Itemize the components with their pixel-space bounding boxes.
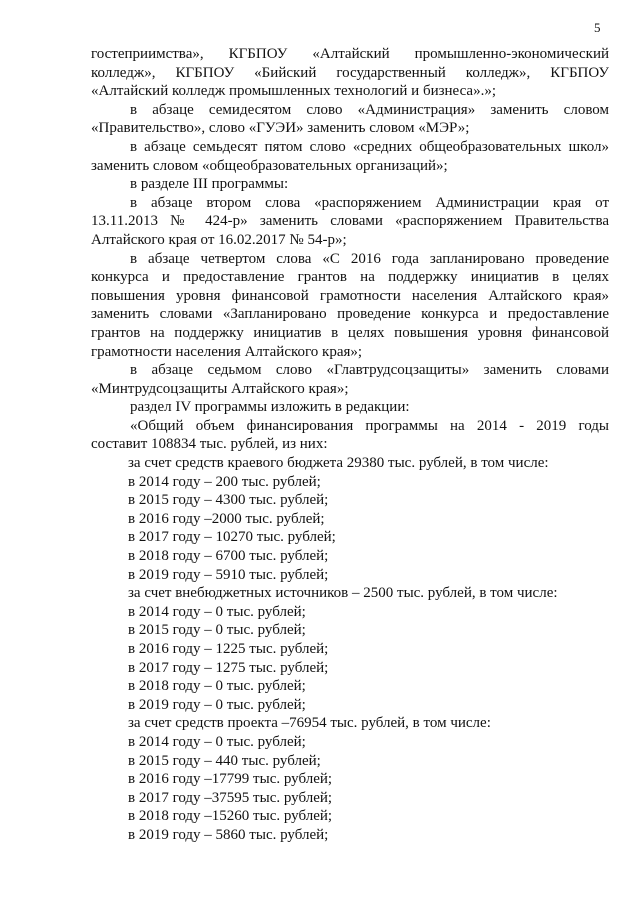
document-line: заменить словами «Запланировано проведение конкурса и предоставление [91, 306, 609, 323]
document-line: за счет внебюджетных источников – 2500 тыс. рублей, в том числе: [128, 585, 558, 602]
document-body [91, 45, 609, 845]
document-line: за счет средств проекта –76954 тыс. рублей, в том числе: [128, 715, 491, 732]
document-line: в 2019 году – 5860 тыс. рублей; [128, 826, 329, 843]
document-line: в абзаце четвертом слова «С 2016 года запланировано проведение [130, 250, 609, 267]
document-line: колледж», КГБПОУ «Бийский государственный колледж», КГБПОУ [91, 64, 609, 81]
document-line: в абзаце седьмом слово «Главтрудсоцзащиты» заменить словами [130, 362, 609, 379]
document-line: конкурса и предоставление грантов на поддержку инициатив в целях [91, 269, 609, 286]
document-line: в 2014 году – 200 тыс. рублей; [128, 473, 321, 490]
document-line: в 2016 году –2000 тыс. рублей; [128, 510, 325, 527]
document-line: в 2018 году –15260 тыс. рублей; [128, 808, 333, 825]
document-line: раздел IV программы изложить в редакции: [130, 399, 410, 416]
document-line: в 2015 году – 4300 тыс. рублей; [128, 492, 329, 509]
document-line: в 2017 году – 1275 тыс. рублей; [128, 659, 329, 676]
document-line: «Минтрудсоцзащиты Алтайского края»; [91, 380, 349, 397]
document-line: в 2016 году –17799 тыс. рублей; [128, 771, 333, 788]
document-line: в 2016 году – 1225 тыс. рублей; [128, 641, 329, 657]
document-line: за счет средств краевого бюджета 29380 тыс. рублей, в том числе: [128, 455, 549, 472]
document-line: в 2017 году – 10270 тыс. рублей; [128, 529, 336, 546]
document-line: в разделе III программы: [130, 176, 289, 193]
document-line: заменить словом «общеобразовательных организаций»; [91, 157, 448, 174]
document-line: в абзаце семидесятом слово «Администрация» заменить словом [130, 101, 609, 118]
document-line: грантов на поддержку инициатив в целях повышения уровня финансовой [91, 324, 609, 341]
page-number: 5 [594, 20, 601, 35]
document-line: «Правительство», слово «ГУЭИ» заменить словом «МЭР»; [91, 120, 470, 137]
document-line: в 2018 году – 6700 тыс. рублей; [128, 548, 329, 565]
document-line: составит 108834 тыс. рублей, из них: [91, 436, 328, 453]
document-line: повышения уровня финансовой грамотности населения Алтайского края» [91, 287, 609, 304]
document-line: в 2014 году – 0 тыс. рублей; [128, 603, 306, 620]
document-line: в 2019 году – 5910 тыс. рублей; [128, 566, 329, 583]
document-line: «Общий объем финансирования программы на 2014 - 2019 годы [130, 417, 609, 434]
document-line: в 2018 году – 0 тыс. рублей; [128, 678, 306, 695]
document-line: гостеприимства», КГБПОУ «Алтайский промышленно-экономический [91, 46, 609, 62]
document-line: в 2015 году – 0 тыс. рублей; [128, 622, 306, 639]
document-line: 13.11.2013 № 424-р» заменить словами «распоряжением Правительства [91, 213, 609, 230]
document-line: в 2015 году – 440 тыс. рублей; [128, 752, 321, 769]
document-line: «Алтайский колледж промышленных технологий и бизнеса».»; [91, 83, 497, 100]
document-line: Алтайского края от 16.02.2017 № 54-р»; [91, 231, 347, 248]
document-line: в 2014 году – 0 тыс. рублей; [128, 733, 306, 750]
document-line: в абзаце втором слова «распоряжением Администрации края от [130, 194, 609, 211]
document-line: в 2017 году –37595 тыс. рублей; [128, 789, 333, 806]
document-line: в абзаце семьдесят пятом слово «средних общеобразовательных школ» [130, 138, 609, 155]
document-line: грамотности населения Алтайского края»; [91, 343, 363, 360]
document-line: в 2019 году – 0 тыс. рублей; [128, 696, 306, 713]
